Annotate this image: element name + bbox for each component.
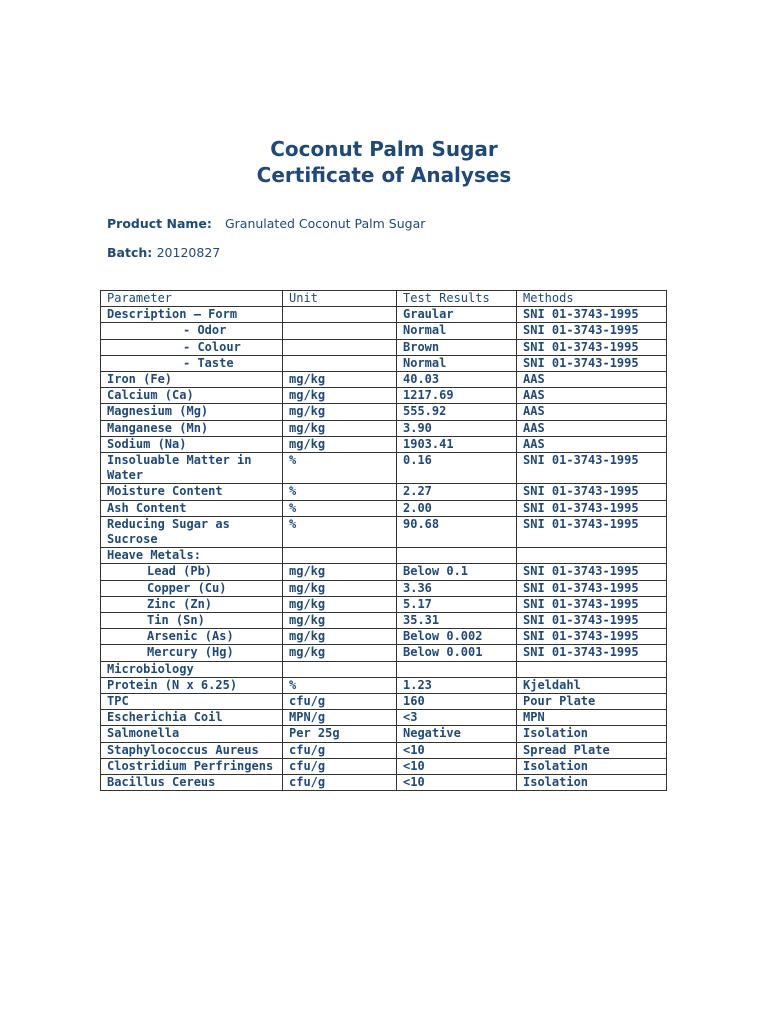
result-cell: 160 bbox=[397, 694, 517, 710]
unit-cell bbox=[283, 661, 397, 677]
method-cell: SNI 01-3743-1995 bbox=[517, 629, 667, 645]
unit-cell: cfu/g bbox=[283, 758, 397, 774]
header-parameter: Parameter bbox=[101, 291, 283, 307]
result-cell: Normal bbox=[397, 323, 517, 339]
result-cell: 40.03 bbox=[397, 372, 517, 388]
unit-cell: mg/kg bbox=[283, 372, 397, 388]
unit-cell: % bbox=[283, 677, 397, 693]
parameter-cell: Sodium (Na) bbox=[101, 436, 283, 452]
result-cell: 3.90 bbox=[397, 420, 517, 436]
unit-cell: % bbox=[283, 500, 397, 516]
result-cell: 0.16 bbox=[397, 453, 517, 484]
unit-cell bbox=[283, 323, 397, 339]
unit-cell: % bbox=[283, 484, 397, 500]
method-cell: AAS bbox=[517, 372, 667, 388]
product-name-line bbox=[107, 216, 425, 231]
unit-cell: % bbox=[283, 453, 397, 484]
parameter-cell: - Taste bbox=[101, 355, 283, 371]
parameter-cell: Zinc (Zn) bbox=[101, 596, 283, 612]
unit-cell: mg/kg bbox=[283, 596, 397, 612]
method-cell: SNI 01-3743-1995 bbox=[517, 596, 667, 612]
unit-cell: MPN/g bbox=[283, 710, 397, 726]
parameter-cell: Insoluable Matter in Water bbox=[101, 453, 283, 484]
parameter-cell: Moisture Content bbox=[101, 484, 283, 500]
result-cell: 3.36 bbox=[397, 580, 517, 596]
unit-cell: cfu/g bbox=[283, 742, 397, 758]
unit-cell: mg/kg bbox=[283, 436, 397, 452]
method-cell: SNI 01-3743-1995 bbox=[517, 645, 667, 661]
method-cell: Kjeldahl bbox=[517, 677, 667, 693]
table-row bbox=[101, 372, 667, 388]
parameter-cell: Lead (Pb) bbox=[101, 564, 283, 580]
method-cell: Pour Plate bbox=[517, 694, 667, 710]
unit-cell: mg/kg bbox=[283, 613, 397, 629]
table-header-row bbox=[101, 291, 667, 307]
table-row bbox=[101, 516, 667, 547]
result-cell: 5.17 bbox=[397, 596, 517, 612]
unit-cell: cfu/g bbox=[283, 775, 397, 791]
unit-cell: mg/kg bbox=[283, 645, 397, 661]
product-name-label: Product Name: bbox=[107, 216, 212, 231]
method-cell: SNI 01-3743-1995 bbox=[517, 339, 667, 355]
method-cell: AAS bbox=[517, 404, 667, 420]
parameter-cell: Arsenic (As) bbox=[101, 629, 283, 645]
table-row bbox=[101, 420, 667, 436]
header-test-results: Test Results bbox=[397, 291, 517, 307]
parameter-cell: TPC bbox=[101, 694, 283, 710]
parameter-cell: Manganese (Mn) bbox=[101, 420, 283, 436]
table-row bbox=[101, 726, 667, 742]
parameter-cell: Description – Form bbox=[101, 307, 283, 323]
parameter-cell: Mercury (Hg) bbox=[101, 645, 283, 661]
table-row bbox=[101, 436, 667, 452]
method-cell: Isolation bbox=[517, 758, 667, 774]
table-row bbox=[101, 453, 667, 484]
method-cell bbox=[517, 661, 667, 677]
result-cell: <3 bbox=[397, 710, 517, 726]
table-row bbox=[101, 661, 667, 677]
parameter-cell: - Odor bbox=[101, 323, 283, 339]
title-line-1: Coconut Palm Sugar bbox=[270, 137, 498, 161]
result-cell: 555.92 bbox=[397, 404, 517, 420]
parameter-cell: Bacillus Cereus bbox=[101, 775, 283, 791]
table-row bbox=[101, 388, 667, 404]
method-cell: Spread Plate bbox=[517, 742, 667, 758]
table-row bbox=[101, 775, 667, 791]
result-cell: 90.68 bbox=[397, 516, 517, 547]
unit-cell bbox=[283, 355, 397, 371]
parameter-cell: Staphylococcus Aureus bbox=[101, 742, 283, 758]
result-cell: <10 bbox=[397, 758, 517, 774]
product-name-value: Granulated Coconut Palm Sugar bbox=[224, 216, 426, 231]
parameter-cell: Salmonella bbox=[101, 726, 283, 742]
unit-cell bbox=[283, 339, 397, 355]
result-cell: Graular bbox=[397, 307, 517, 323]
unit-cell: % bbox=[283, 516, 397, 547]
method-cell: SNI 01-3743-1995 bbox=[517, 453, 667, 484]
result-cell: Below 0.001 bbox=[397, 645, 517, 661]
header-unit: Unit bbox=[283, 291, 397, 307]
method-cell: SNI 01-3743-1995 bbox=[517, 307, 667, 323]
parameter-cell: Microbiology bbox=[101, 661, 283, 677]
table-row bbox=[101, 564, 667, 580]
method-cell: MPN bbox=[517, 710, 667, 726]
parameter-cell: Tin (Sn) bbox=[101, 613, 283, 629]
unit-cell: mg/kg bbox=[283, 420, 397, 436]
parameter-cell: Escherichia Coil bbox=[101, 710, 283, 726]
table-row bbox=[101, 500, 667, 516]
table-row bbox=[101, 339, 667, 355]
result-cell: 1.23 bbox=[397, 677, 517, 693]
table-row bbox=[101, 307, 667, 323]
method-cell: SNI 01-3743-1995 bbox=[517, 500, 667, 516]
table-row bbox=[101, 694, 667, 710]
method-cell: Isolation bbox=[517, 726, 667, 742]
table-row bbox=[101, 629, 667, 645]
table-row bbox=[101, 710, 667, 726]
table-row bbox=[101, 355, 667, 371]
result-cell bbox=[397, 548, 517, 564]
table-row bbox=[101, 404, 667, 420]
header-methods: Methods bbox=[517, 291, 667, 307]
table-row bbox=[101, 742, 667, 758]
parameter-cell: Copper (Cu) bbox=[101, 580, 283, 596]
table-row bbox=[101, 548, 667, 564]
method-cell: SNI 01-3743-1995 bbox=[517, 613, 667, 629]
method-cell: SNI 01-3743-1995 bbox=[517, 323, 667, 339]
table-row bbox=[101, 323, 667, 339]
result-cell: Below 0.002 bbox=[397, 629, 517, 645]
parameter-cell: Heave Metals: bbox=[101, 548, 283, 564]
parameter-cell: Iron (Fe) bbox=[101, 372, 283, 388]
method-cell: Isolation bbox=[517, 775, 667, 791]
title-line-2: Certificate of Analyses bbox=[256, 163, 512, 187]
parameter-cell: Ash Content bbox=[101, 500, 283, 516]
result-cell: 35.31 bbox=[397, 613, 517, 629]
document-title bbox=[0, 136, 768, 188]
unit-cell bbox=[283, 548, 397, 564]
result-cell: <10 bbox=[397, 775, 517, 791]
parameter-cell: Magnesium (Mg) bbox=[101, 404, 283, 420]
result-cell: 1903.41 bbox=[397, 436, 517, 452]
batch-line bbox=[107, 245, 220, 260]
parameter-cell: Reducing Sugar as Sucrose bbox=[101, 516, 283, 547]
method-cell: AAS bbox=[517, 388, 667, 404]
table-row bbox=[101, 596, 667, 612]
result-cell: Negative bbox=[397, 726, 517, 742]
batch-value: 20120827 bbox=[156, 245, 221, 260]
method-cell: SNI 01-3743-1995 bbox=[517, 580, 667, 596]
unit-cell: mg/kg bbox=[283, 564, 397, 580]
table-row bbox=[101, 580, 667, 596]
unit-cell: mg/kg bbox=[283, 404, 397, 420]
method-cell: SNI 01-3743-1995 bbox=[517, 355, 667, 371]
unit-cell: cfu/g bbox=[283, 694, 397, 710]
result-cell: Below 0.1 bbox=[397, 564, 517, 580]
table-row bbox=[101, 484, 667, 500]
result-cell: Brown bbox=[397, 339, 517, 355]
unit-cell: mg/kg bbox=[283, 580, 397, 596]
parameter-cell: Calcium (Ca) bbox=[101, 388, 283, 404]
unit-cell bbox=[283, 307, 397, 323]
result-cell bbox=[397, 661, 517, 677]
method-cell bbox=[517, 548, 667, 564]
table-row bbox=[101, 758, 667, 774]
result-cell: 2.27 bbox=[397, 484, 517, 500]
method-cell: SNI 01-3743-1995 bbox=[517, 564, 667, 580]
table-row bbox=[101, 677, 667, 693]
result-cell: 1217.69 bbox=[397, 388, 517, 404]
method-cell: SNI 01-3743-1995 bbox=[517, 484, 667, 500]
unit-cell: mg/kg bbox=[283, 388, 397, 404]
table-row bbox=[101, 613, 667, 629]
method-cell: SNI 01-3743-1995 bbox=[517, 516, 667, 547]
result-cell: 2.00 bbox=[397, 500, 517, 516]
table-row bbox=[101, 645, 667, 661]
analysis-table bbox=[100, 290, 667, 791]
result-cell: Normal bbox=[397, 355, 517, 371]
parameter-cell: Clostridium Perfringens bbox=[101, 758, 283, 774]
method-cell: AAS bbox=[517, 436, 667, 452]
result-cell: <10 bbox=[397, 742, 517, 758]
unit-cell: mg/kg bbox=[283, 629, 397, 645]
parameter-cell: - Colour bbox=[101, 339, 283, 355]
parameter-cell: Protein (N x 6.25) bbox=[101, 677, 283, 693]
batch-label: Batch: bbox=[107, 245, 153, 260]
method-cell: AAS bbox=[517, 420, 667, 436]
unit-cell: Per 25g bbox=[283, 726, 397, 742]
